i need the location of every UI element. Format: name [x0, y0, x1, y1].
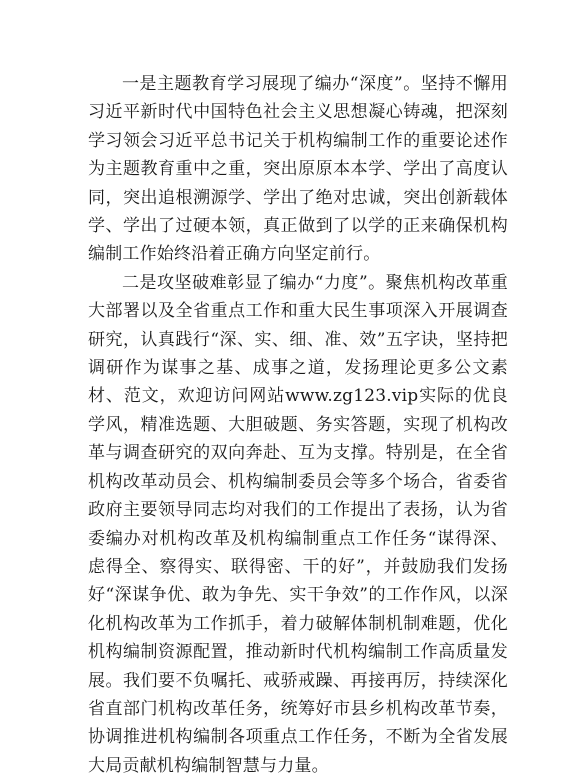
document-body	[88, 70, 508, 780]
paragraph-tackling-difficulties: 二是攻坚破难彰显了编办“力度”。聚焦机构改革重大部署以及全省重点工作和重大民生事项深入开展调查研究，认真践行“深、实、细、准、效”五字诀，坚持把调研作为谋事之基、成事之道，发扬理论更多公文素材、范文，欢迎访问网站www.zg123.vip实际的优良学风，精准选题、大胆破题、务实答题，实现了机构改革与调查研究的双向奔赴、互为支撑。特别是，在全省机构改革动员会、机构编制委员会等多个场合，省委省政府主要领导同志均对我们的工作提出了表扬，认为省委编办对机构改革及机构编制重点工作任务“谋得深、虑得全、察得实、联得密、干的好”，并鼓励我们发扬好“深谋争优、敢为争先、实干争效”的工作作风，以深化机构改革为工作抓手，着力破解体制机制难题，优化机构编制资源配置，推动新时代机构编制工作高质量发展。我们要不负嘱托、戒骄戒躁、再接再厉，持续深化省直部门机构改革任务，统筹好市县乡机构改革节奏，协调推进机构编制各项重点工作任务，不断为全省发展大局贡献机构编制智慧与力量。	[88, 272, 508, 776]
paragraph-theme-education: 一是主题教育学习展现了编办“深度”。坚持不懈用习近平新时代中国特色社会主义思想凝心铸魂，把深刻学习领会习近平总书记关于机构编制工作的重要论述作为主题教育重中之重，突出原原本本学、学出了高度认同，突出追根溯源学、学出了绝对忠诚，突出创新载体学、学出了过硬本领，真正做到了以学的正来确保机构编制工作始终沿着正确方向坚定前行。	[88, 74, 508, 265]
